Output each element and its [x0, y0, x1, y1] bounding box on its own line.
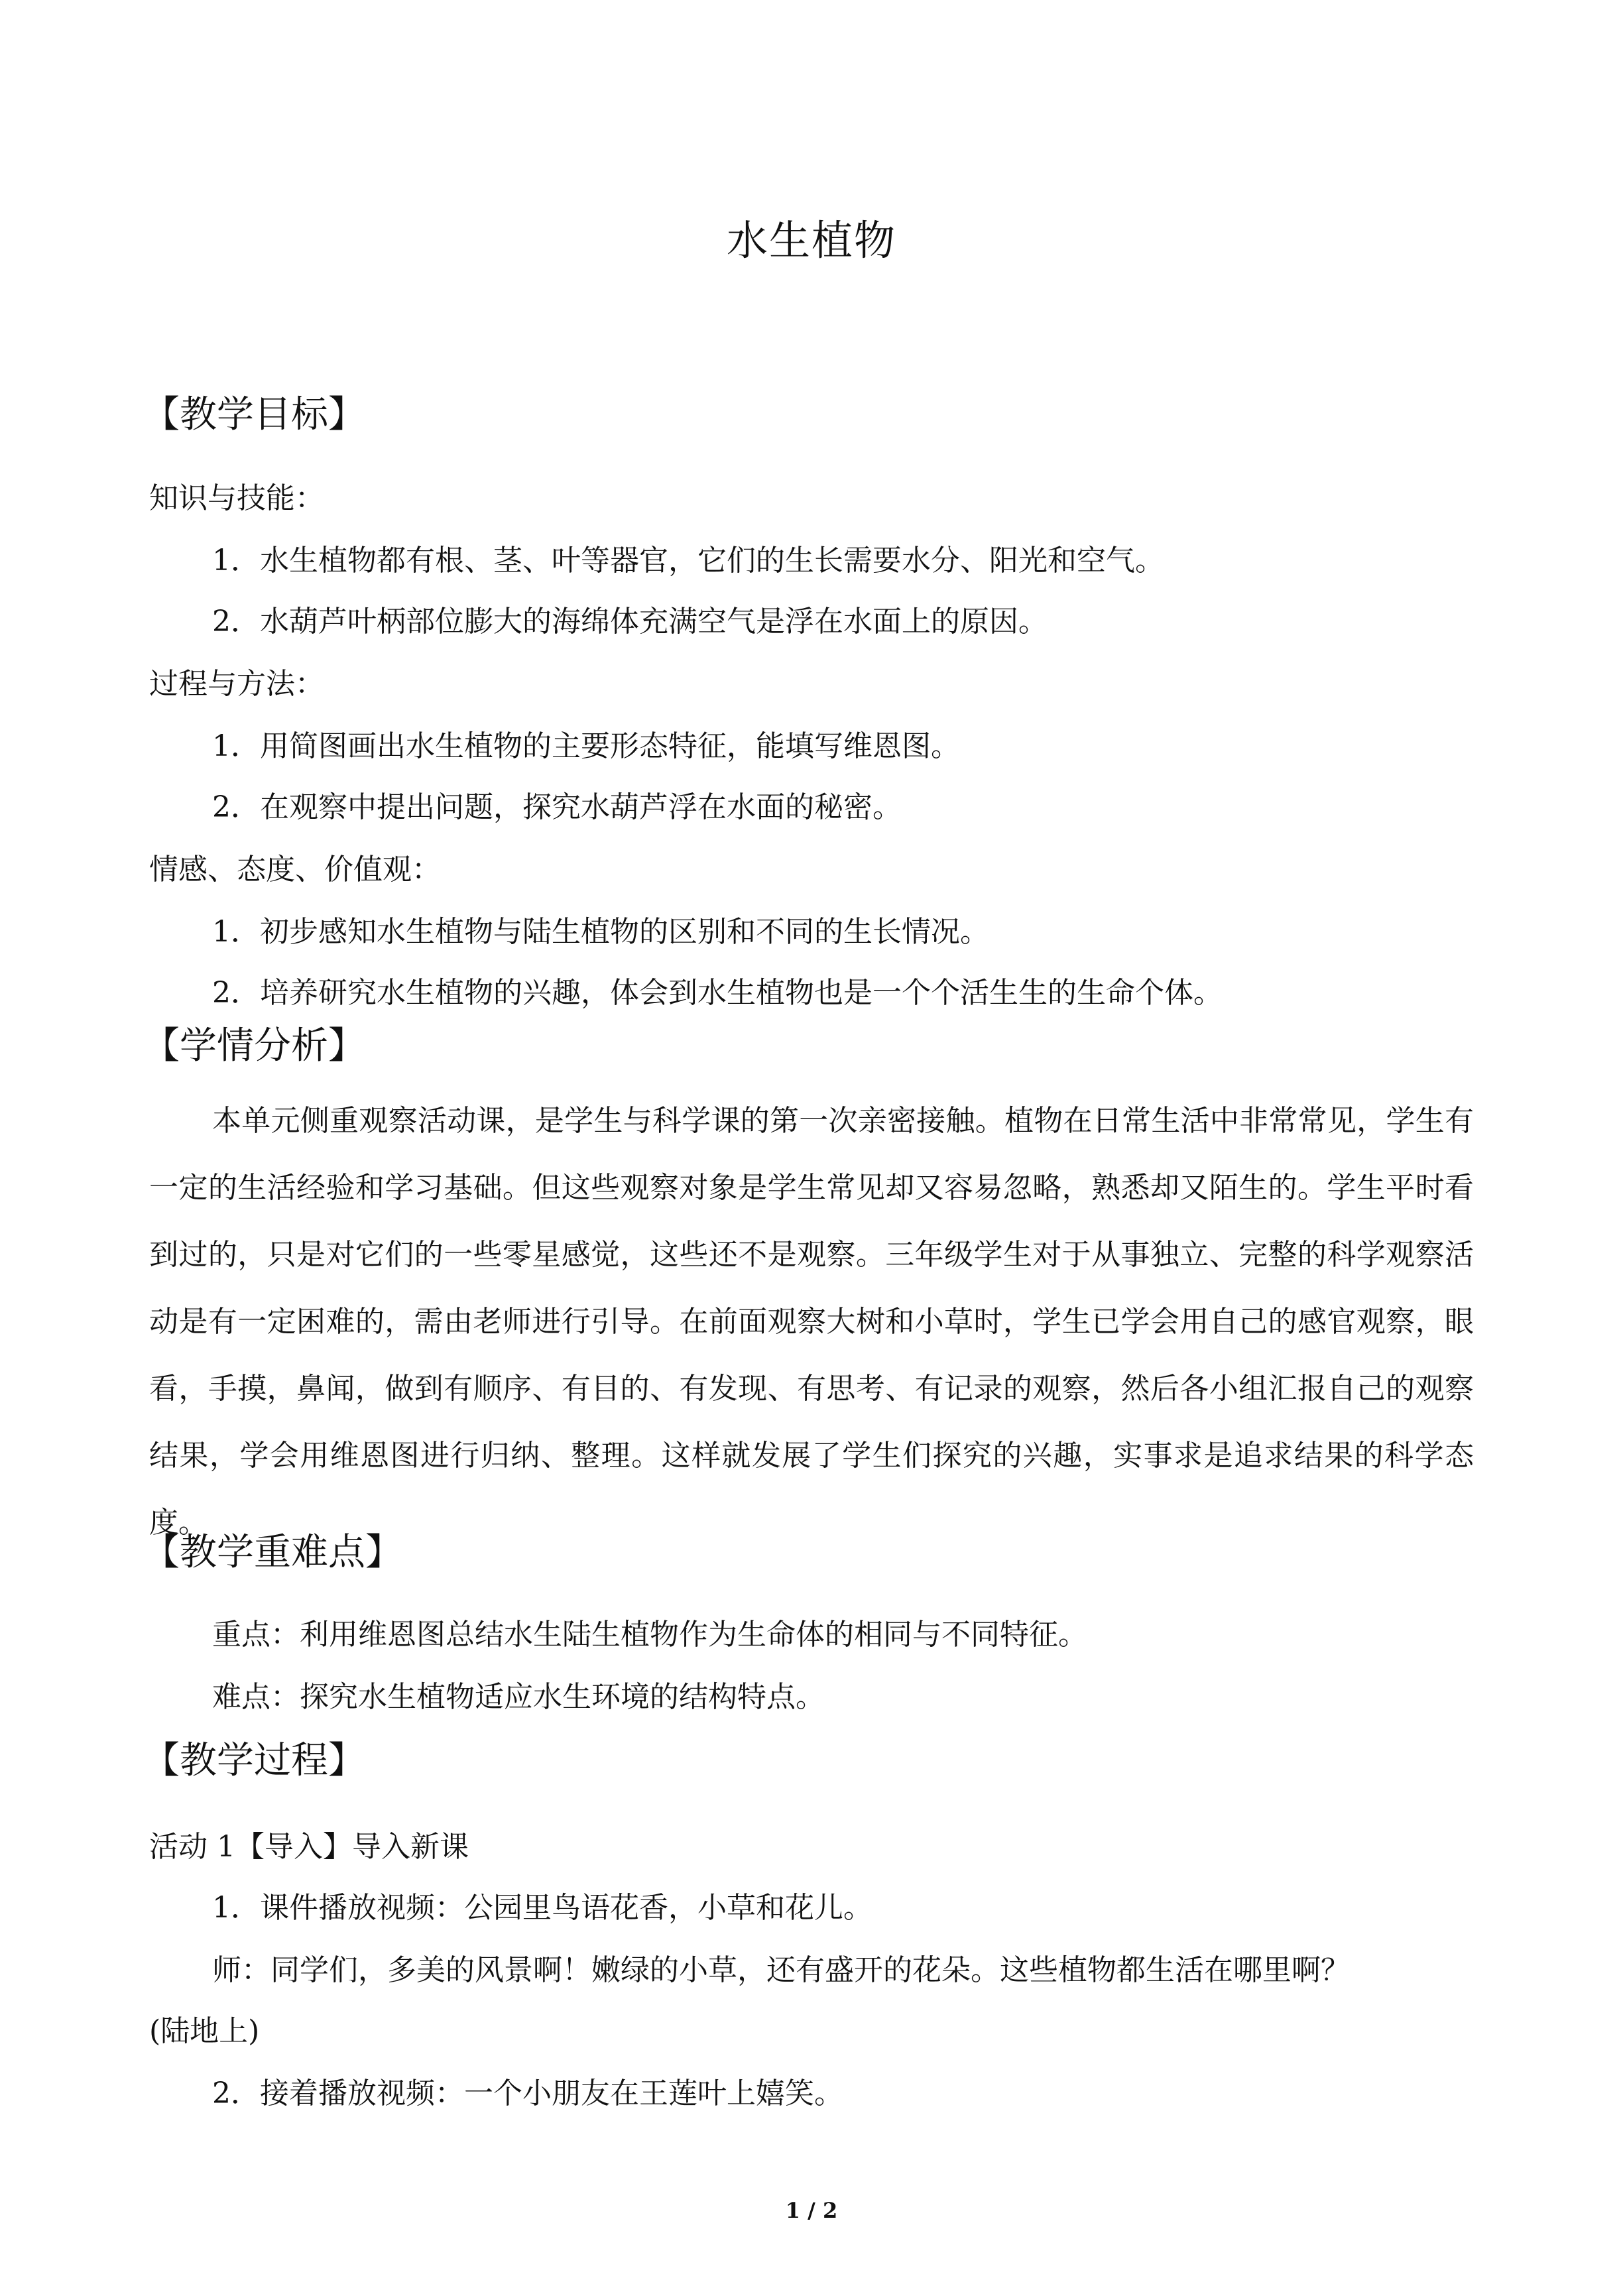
objectives-process-label: 过程与方法： [149, 667, 324, 701]
objectives-knowledge-item-1: 1．水生植物都有根、茎、叶等器官，它们的生长需要水分、阳光和空气。 [212, 544, 1164, 577]
process-step-1: 1．课件播放视频：公园里鸟语花香，小草和花儿。 [212, 1891, 872, 1925]
process-teacher-line: 师：同学们，多美的风景啊！嫩绿的小草，还有盛开的花朵。这些植物都生活在哪里啊？ [212, 1953, 1350, 1987]
process-answer: (陆地上) [149, 2014, 260, 2048]
key-points-difficulty: 难点：探究水生植物适应水生环境的结构特点。 [212, 1680, 825, 1714]
section-heading-key-points: 【教学重难点】 [143, 1531, 402, 1574]
objectives-knowledge-item-2: 2．水葫芦叶柄部位膨大的海绵体充满空气是浮在水面上的原因。 [212, 605, 1048, 638]
key-points-focus: 重点：利用维恩图总结水生陆生植物作为生命体的相同与不同特征。 [212, 1618, 1087, 1652]
process-activity-label: 活动 1【导入】导入新课 [149, 1830, 469, 1864]
process-step-2: 2．接着播放视频：一个小朋友在王莲叶上嬉笑。 [212, 2077, 843, 2110]
section-heading-analysis: 【学情分析】 [143, 1024, 365, 1067]
document-title: 水生植物 [726, 216, 896, 265]
objectives-knowledge-label: 知识与技能： [149, 481, 324, 515]
objectives-process-item-1: 1．用简图画出水生植物的主要形态特征，能填写维恩图。 [212, 729, 960, 763]
objectives-values-label: 情感、态度、价值观： [149, 853, 441, 886]
objectives-process-item-2: 2．在观察中提出问题，探究水葫芦浮在水面的秘密。 [212, 790, 902, 824]
analysis-paragraph: 本单元侧重观察活动课，是学生与科学课的第一次亲密接触。植物在日常生活中非常常见，学生有一定的生活经验和学习基础。但这些观察对象是学生常见却又容易忽略，熟悉却又陌生的。学生平时看到过的，只是对它们的一些零星感觉，这些还不是观察。三年级学生对于从事独立、完整的科学观察活动是有一定困难的，需由老师进行引导。在前面观察大树和小草时，学生已学会用自己的感官观察，眼看，手摸，鼻闻，做到有顺序、有目的、有发现、有思考、有记录的观察，然后各小组汇报自己的观察结果，学会用维恩图进行归纳、整理。这样就发展了学生们探究的兴趣，实事求是追求结果的科学态度。 [149, 1104, 1474, 1540]
section-heading-process: 【教学过程】 [143, 1739, 365, 1782]
section-heading-objectives: 【教学目标】 [143, 393, 365, 436]
objectives-values-item-2: 2．培养研究水生植物的兴趣，体会到水生植物也是一个个活生生的生命个体。 [212, 976, 1223, 1010]
objectives-values-item-1: 1．初步感知水生植物与陆生植物的区别和不同的生长情况。 [212, 915, 989, 949]
page-number: 1 / 2 [785, 2198, 838, 2223]
